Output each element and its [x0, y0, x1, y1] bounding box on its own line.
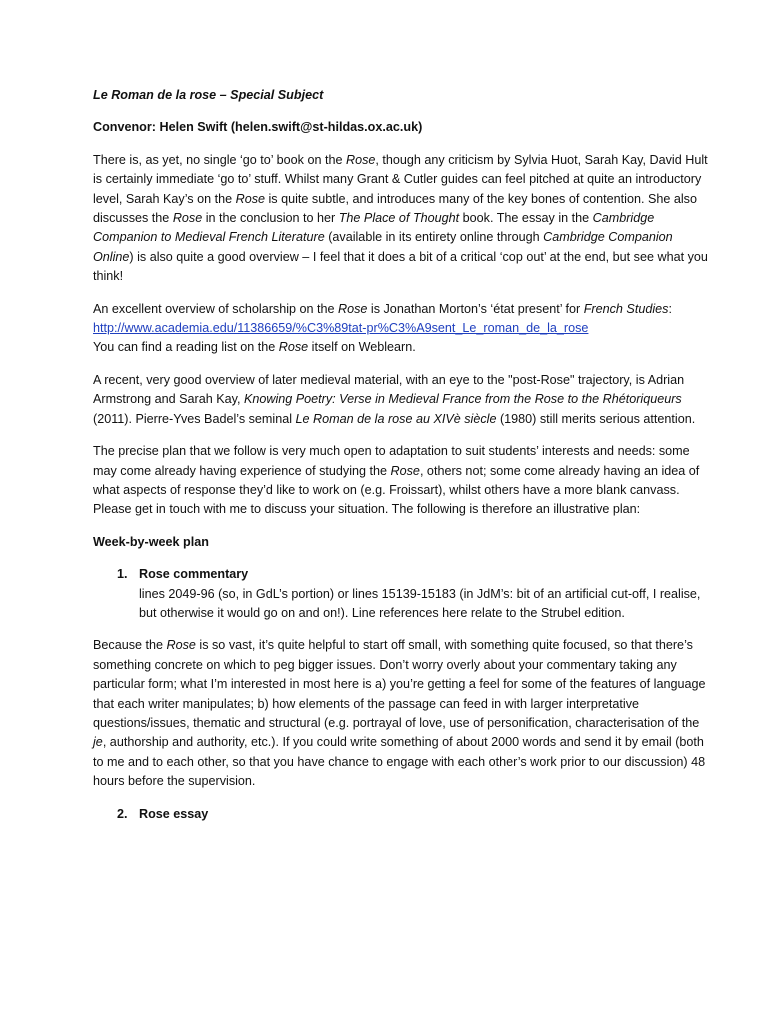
- paragraph-scholarship: An excellent overview of scholarship on the Rose is Jonathan Morton’s ‘état present’ for French Studies: http://www.academia.edu/11386659/%C3%89tat-pr%C3%A9sent_Le_roman_de_la_rose You can find a reading list on the Rose itself on Weblearn.: [93, 301, 672, 355]
- paragraph-overview: A recent, very good overview of later medieval material, with an eye to the "post-Rose" trajectory, is Adrian Armstrong and Sarah Kay, Knowing Poetry: Verse in Medieval France from the Rose to the Rhétoriqueurs (2011). Pierre-Yves Badel’s seminal Le Roman de la rose au XIVè siècle (1980) still merits serious attention.: [93, 372, 696, 426]
- list-item-title: Rose commentary: [139, 567, 249, 582]
- convenor-line: Convenor: Helen Swift (helen.swift@st-hildas.ox.ac.uk): [93, 120, 423, 135]
- week-plan-heading: Week-by-week plan: [93, 534, 209, 549]
- paragraph-plan: The precise plan that we follow is very much open to adaptation to suit students’ interests and needs: some may come already having experience of studying the Rose, others not; some come already having an idea of what aspects of response they’d like to work on (e.g. Froissart), whilst others have a more blank canvass. Please get in touch with me to discuss your situation. The following is therefore an illustrative plan:: [93, 444, 700, 517]
- list-item-title: Rose essay: [139, 806, 209, 821]
- document-title: Le Roman de la rose – Special Subject: [93, 88, 324, 102]
- list-number: 2.: [117, 806, 128, 821]
- list-item-2: [93, 805, 708, 824]
- academia-link[interactable]: http://www.academia.edu/11386659/%C3%89tat-pr%C3%A9sent_Le_roman_de_la_rose: [93, 321, 589, 336]
- paragraph-commentary: Because the Rose is so vast, it’s quite helpful to start off small, with something quite focused, so that there’s something concrete on which to peg bigger issues. Don’t worry overly about your commentary taking any particular form; what I’m interested in most here is a) you’re getting a feel for some of the features of language that each writer manipulates; b) how elements of the passage can feed in with larger interpretative questions/issues, thematic and structural (e.g. portrayal of love, use of personification, characterisation of the je, authorship and authority, etc.). If you could write something of about 2000 words and send it by email (both to me and to each other, so that you have chance to engage with each other’s work prior to our discussion) 48 hours before the supervision.: [93, 638, 706, 789]
- list-item-1: [93, 565, 708, 623]
- paragraph-intro: There is, as yet, no single ‘go to’ book on the Rose, though any criticism by Sylvia Huot, Sarah Kay, David Hult is certainly immediate ‘go to’ stuff. Whilst many Grant & Cutler guides can feel pitched at quite an introductory level, Sarah Kay’s on the Rose is quite subtle, and introduces many of the key bones of contention. She also discusses the Rose in the conclusion to her The Place of Thought book. The essay in the Cambridge Companion to Medieval French Literature (available in its entirety online through Cambridge Companion Online) is also quite a good overview – I feel that it does a bit of a critical ‘cop out’ at the end, but see what you think!: [93, 152, 708, 284]
- list-item-body: lines 2049-96 (so, in GdL’s portion) or lines 15139-15183 (in JdM’s: bit of an artificial cut-off, I realise, but otherwise it would go on and on!). Line references here relate to the Strubel edition.: [139, 586, 701, 620]
- list-number: 1.: [117, 567, 128, 582]
